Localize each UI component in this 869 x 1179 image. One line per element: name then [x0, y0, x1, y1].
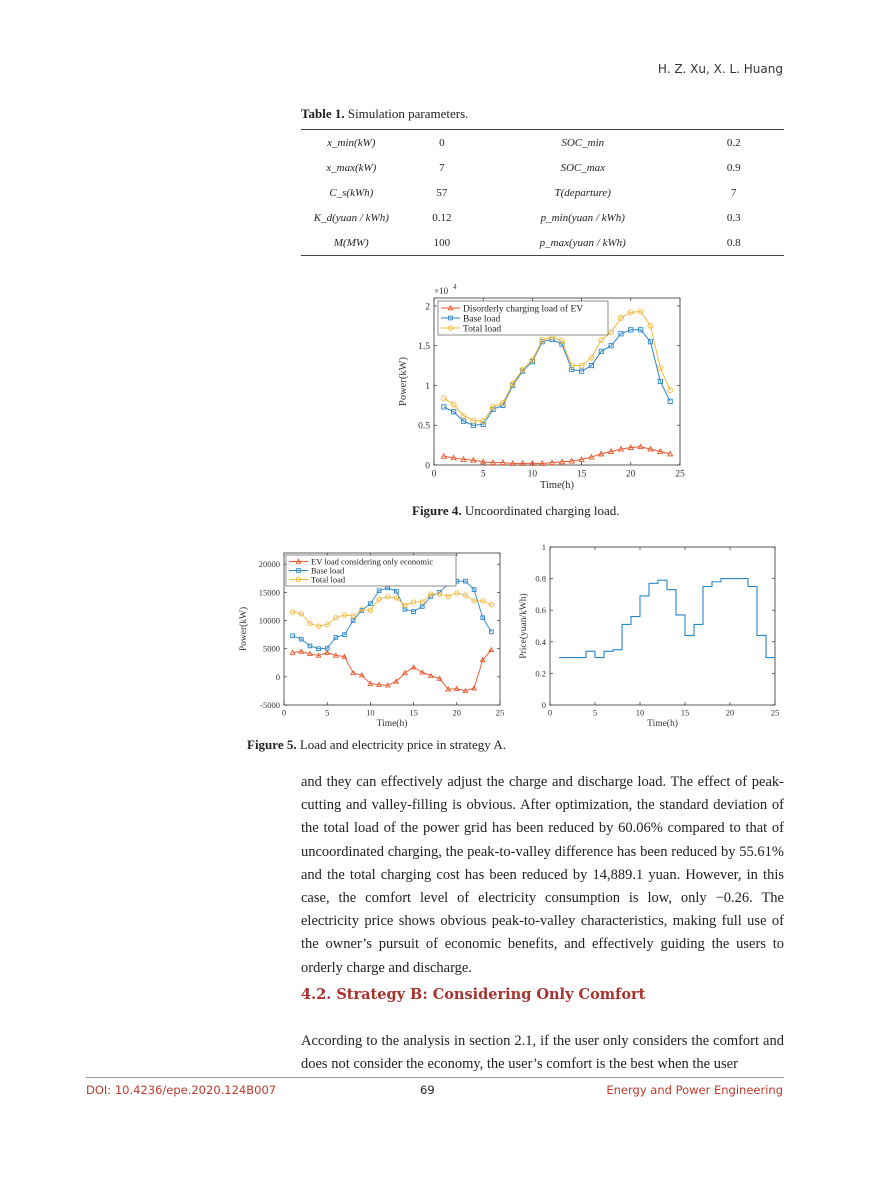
- simulation-parameters-table: [301, 129, 784, 256]
- table-caption-text: Simulation parameters.: [344, 106, 469, 121]
- x-tick-label: 20: [626, 469, 636, 480]
- figure-4-caption: [412, 503, 619, 519]
- figure-4-chart: [380, 278, 700, 494]
- figure-5-left-chart: [236, 545, 510, 730]
- x-tick-label: 10: [635, 707, 645, 718]
- y-tick-label: 1: [425, 381, 430, 392]
- x-tick-label: 20: [725, 707, 735, 718]
- x-tick-label: 10: [527, 469, 538, 480]
- y-tick-label: 1.5: [418, 342, 430, 353]
- y-axis-multiplier: ×10: [434, 286, 449, 296]
- section-heading: 4.2. Strategy B: Considering Only Comfort: [301, 986, 646, 1003]
- figure-4-caption-text: Uncoordinated charging load.: [461, 503, 620, 518]
- table-row: [301, 205, 784, 230]
- x-tick-label: 25: [675, 469, 685, 480]
- y-tick-label: -5000: [260, 699, 280, 710]
- y-tick-label: 5000: [263, 643, 280, 654]
- table-row: [301, 155, 784, 180]
- y-tick-label: 0: [541, 699, 546, 710]
- y-tick-label: 1: [541, 541, 546, 552]
- legend-label: Disorderly charging load of EV: [463, 304, 584, 315]
- x-tick-label: 0: [431, 469, 437, 480]
- x-axis-label: Time(h): [647, 719, 678, 729]
- table-cell: SOC_min: [561, 136, 605, 149]
- x-tick-label: 25: [770, 707, 780, 718]
- x-tick-label: 0: [547, 707, 553, 718]
- legend-label: Base load: [311, 565, 345, 576]
- footer-divider: [86, 1077, 784, 1078]
- x-tick-label: 20: [452, 707, 462, 718]
- table-cell: T(departure): [554, 186, 611, 199]
- table-cell: 0.8: [726, 236, 741, 249]
- y-tick-label: 10000: [258, 615, 280, 626]
- figure-4-caption-label: Figure 4.: [412, 503, 462, 518]
- table-cell: x_max(kW): [326, 161, 377, 174]
- x-tick-label: 10: [366, 707, 375, 718]
- table-row: [301, 180, 784, 205]
- y-tick-label: 0.4: [535, 636, 546, 647]
- table-cell: 0.12: [432, 211, 452, 224]
- y-tick-label: 0.5: [418, 421, 430, 432]
- table-cell: SOC_max: [560, 161, 606, 174]
- x-tick-label: 15: [680, 707, 690, 718]
- y-axis-multiplier-exponent: 4: [453, 283, 457, 291]
- paragraph-text: and they can effectively adjust the charge and discharge load. The effect of peak-cutting and valley-filling is obvious. After optimization, the standard deviation of the total load of the power grid has been reduced by 60.06% compared to that of uncoordinated charging, the peak-to-valley difference has been reduced by 55.61% and the total charging cost has been reduced by 14,889.1 yuan. However, in this case, the comfort level of electricity consumption is low, only −0.26. The electricity price shows obvious peak-to-valley characteristics, making full use of the owner’s pursuit of economic benefits, and effectively guiding the users to orderly charge and discharge.: [301, 774, 784, 976]
- table-cell: 100: [433, 236, 451, 249]
- y-tick-label: 0: [425, 461, 430, 472]
- table-cell: 57: [436, 186, 448, 199]
- x-tick-label: 5: [592, 707, 598, 718]
- table-caption-label: Table 1.: [301, 106, 345, 121]
- table-cell: 0: [439, 136, 445, 149]
- figure-5-caption-text: Load and electricity price in strategy A.: [296, 737, 506, 752]
- table-row: [301, 230, 784, 256]
- table-cell: x_min(kW): [327, 136, 376, 149]
- body-paragraph-1: [301, 771, 784, 980]
- running-header-authors: H. Z. Xu, X. L. Huang: [657, 62, 783, 76]
- x-tick-label: 25: [495, 707, 505, 718]
- table-cell: 0.3: [726, 211, 741, 224]
- x-tick-label: 5: [325, 707, 330, 718]
- y-tick-label: 0.6: [535, 605, 546, 616]
- y-tick-label: 0.2: [535, 668, 546, 679]
- x-tick-label: 15: [409, 707, 418, 718]
- footer-page-number: 69: [420, 1083, 435, 1097]
- x-tick-label: 5: [480, 469, 486, 480]
- x-tick-label: 0: [281, 707, 287, 718]
- legend-label: Base load: [463, 314, 501, 325]
- y-tick-label: 20000: [258, 559, 280, 570]
- footer-journal-name: Energy and Power Engineering: [606, 1083, 783, 1097]
- legend-label: EV load considering only economic: [311, 556, 434, 567]
- body-paragraph-2: [301, 1015, 784, 1090]
- y-tick-label: 0.8: [535, 573, 546, 584]
- legend-label: Total load: [463, 324, 502, 335]
- y-axis-label: Price(yuan/kWh): [519, 593, 529, 659]
- y-tick-label: 0: [275, 671, 280, 682]
- table-cell: p_max(yuan / kWh): [539, 236, 626, 249]
- figure-5-right-chart: [512, 535, 784, 730]
- x-axis-label: Time(h): [539, 480, 575, 491]
- legend-label: Total load: [311, 574, 346, 585]
- table-row: [301, 130, 784, 156]
- x-tick-label: 15: [576, 469, 587, 480]
- table-cell: K_d(yuan / kWh): [313, 211, 389, 224]
- y-tick-label: 15000: [258, 587, 280, 598]
- table-cell: 0.2: [726, 136, 741, 149]
- footer-doi: DOI: 10.4236/epe.2020.124B007: [86, 1083, 277, 1097]
- y-tick-label: 2: [425, 302, 430, 313]
- plot-frame: [550, 547, 775, 705]
- table-caption: [301, 106, 468, 122]
- figure-5-caption-label: Figure 5.: [247, 737, 297, 752]
- table-cell: 7: [730, 186, 737, 199]
- x-axis-label: Time(h): [376, 719, 408, 729]
- paragraph-text: According to the analysis in section 2.1, if the user only considers the comfort and does not consider the economy, the user’s comfort is the best when the user: [301, 1032, 784, 1072]
- table-cell: C_s(kWh): [329, 186, 374, 199]
- table-cell: 7: [439, 161, 445, 174]
- figure-5-caption: [247, 737, 506, 753]
- y-axis-label: Power(kW): [239, 606, 249, 652]
- table-cell: 0.9: [726, 161, 741, 174]
- table-cell: p_min(yuan / kWh): [540, 211, 625, 224]
- table-cell: M(MW): [333, 236, 369, 249]
- y-axis-label: Power(kW): [398, 357, 409, 406]
